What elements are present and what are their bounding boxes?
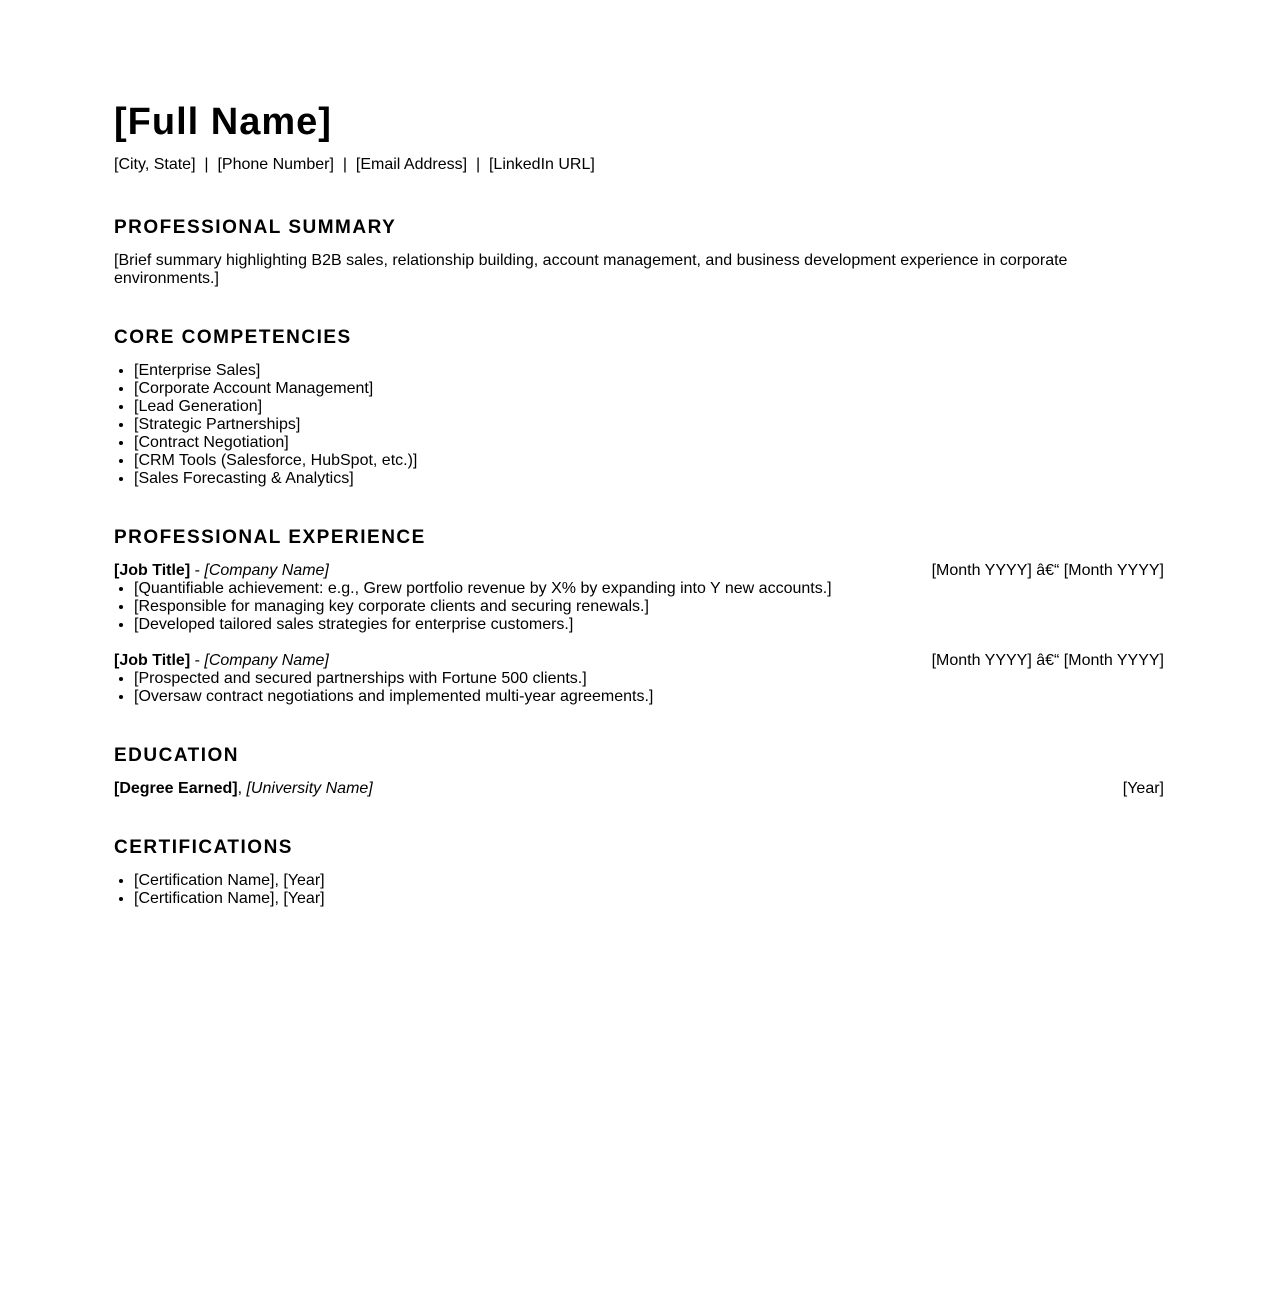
job-bullet: • [Prospected and secured partnerships with Fortune 500 clients.] <box>134 670 653 688</box>
job-title: [Job Title] <box>114 562 191 579</box>
section-title-experience: PROFESSIONAL EXPERIENCE <box>114 527 426 548</box>
job-separator: - <box>190 562 205 579</box>
summary-text: [Brief summary highlighting B2B sales, relationship building, account management, and business development experience in corporate environments.] <box>114 252 1068 287</box>
contact-line: [City, State] | [Phone Number] | [Email Address] | [LinkedIn URL] <box>114 156 595 173</box>
section-title-summary: PROFESSIONAL SUMMARY <box>114 217 397 238</box>
competency-item: • [Enterprise Sales] <box>134 362 417 380</box>
education-year: [Year] <box>1122 780 1164 797</box>
job-bullet: • [Oversaw contract negotiations and implemented multi-year agreements.] <box>134 688 653 706</box>
competency-item: • [Lead Generation] <box>134 398 417 416</box>
job-bullet: • [Developed tailored sales strategies for enterprise customers.] <box>134 616 832 634</box>
certifications-list <box>114 872 325 908</box>
full-name: [Full Name] <box>114 101 332 143</box>
job-header <box>114 562 1164 580</box>
competency-item: • [Strategic Partnerships] <box>134 416 417 434</box>
job-heading <box>114 562 329 580</box>
competency-item: • [CRM Tools (Salesforce, HubSpot, etc.)] <box>134 452 417 470</box>
education-entry <box>114 780 1164 798</box>
company-name: [Company Name] <box>204 562 329 579</box>
university-name: [University Name] <box>246 780 373 797</box>
competency-item: • [Corporate Account Management] <box>134 380 417 398</box>
job-bullets <box>114 580 832 634</box>
job-title: [Job Title] <box>114 652 191 669</box>
job-bullet: • [Responsible for managing key corporate clients and securing renewals.] <box>134 598 832 616</box>
section-title-education: EDUCATION <box>114 745 240 766</box>
certification-item: • [Certification Name], [Year] <box>134 890 325 908</box>
section-title-competencies: CORE COMPETENCIES <box>114 327 352 348</box>
competency-item: • [Contract Negotiation] <box>134 434 417 452</box>
competency-item: • [Sales Forecasting & Analytics] <box>134 470 417 488</box>
education-separator: , <box>237 780 247 797</box>
competencies-list <box>114 362 417 488</box>
job-header <box>114 652 1164 670</box>
job-bullet: • [Quantifiable achievement: e.g., Grew portfolio revenue by X% by expanding into Y new accounts.] <box>134 580 832 598</box>
job-bullets <box>114 670 653 706</box>
education-heading <box>114 780 373 798</box>
degree: [Degree Earned] <box>114 780 238 797</box>
company-name: [Company Name] <box>204 652 329 669</box>
job-separator: - <box>190 652 205 669</box>
section-title-certifications: CERTIFICATIONS <box>114 837 293 858</box>
certification-item: • [Certification Name], [Year] <box>134 872 325 890</box>
job-heading <box>114 652 329 670</box>
job-dates: [Month YYYY] â€“ [Month YYYY] <box>931 562 1164 579</box>
job-dates: [Month YYYY] â€“ [Month YYYY] <box>931 652 1164 669</box>
